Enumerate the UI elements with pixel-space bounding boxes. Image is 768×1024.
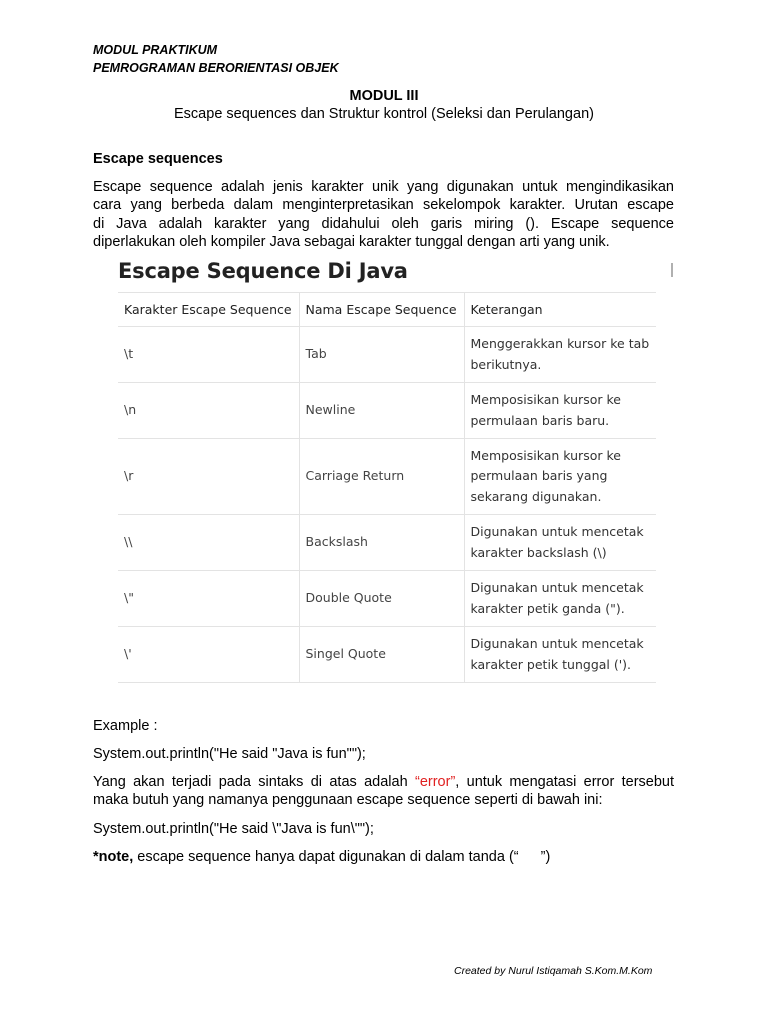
code-example-correct: System.out.println("He said \"Java is fun\""); — [93, 821, 374, 837]
section-heading: Escape sequences — [93, 151, 223, 167]
explanation-after: , untuk mengatasi error tersebut — [455, 774, 674, 790]
explanation-line — [93, 773, 674, 791]
desc-line: Memposisikan kursor ke — [470, 392, 621, 407]
document-subtitle: Escape sequences dan Struktur kontrol (Seleksi dan Perulangan) — [174, 106, 594, 122]
intro-paragraph — [93, 178, 674, 251]
note-text — [93, 848, 550, 866]
desc-line: karakter petik ganda ("). — [470, 600, 625, 616]
escape-desc-cell — [464, 571, 656, 627]
desc-line: Digunakan untuk mencetak — [470, 524, 644, 539]
intro-line: di Java adalah karakter yang didahului oleh garis miring (). Escape sequence — [93, 215, 674, 232]
escape-desc-cell — [464, 327, 656, 383]
header-line-1: MODUL PRAKTIKUM — [93, 43, 218, 57]
escape-name-cell: Newline — [299, 383, 464, 439]
escape-desc-cell — [464, 515, 656, 571]
note-body: escape sequence hanya dapat digunakan di dalam tanda (“ — [133, 849, 519, 865]
table-title: Escape Sequence Di Java — [118, 259, 408, 283]
escape-sequence-table-figure — [118, 255, 674, 680]
table-row — [118, 627, 656, 683]
column-header: Nama Escape Sequence — [299, 293, 464, 327]
escape-name-cell: Double Quote — [299, 571, 464, 627]
intro-line: Escape sequence adalah jenis karakter unik yang digunakan untuk mengindikasikan — [93, 179, 674, 195]
desc-line: permulaan baris yang — [470, 468, 608, 484]
table-header-row — [118, 293, 656, 327]
document-title: MODUL III — [349, 88, 419, 104]
image-edge-mark — [671, 263, 673, 277]
column-header: Keterangan — [464, 293, 656, 327]
escape-desc-cell — [464, 383, 656, 439]
escape-char-cell: \\ — [118, 515, 299, 571]
open-quote: “ — [414, 774, 420, 790]
desc-line: Digunakan untuk mencetak — [470, 580, 644, 595]
table-row — [118, 327, 656, 383]
explanation-paragraph — [93, 773, 674, 809]
code-example-wrong: System.out.println("He said "Java is fun""); — [93, 746, 366, 762]
table-row — [118, 383, 656, 439]
footer-credit: Created by Nurul Istiqamah S.Kom.M.Kom — [454, 965, 653, 977]
desc-line: karakter backslash (\) — [470, 544, 607, 560]
escape-name-cell: Singel Quote — [299, 627, 464, 683]
escape-name-cell: Tab — [299, 327, 464, 383]
escape-char-cell: \' — [118, 627, 299, 683]
escape-desc-cell — [464, 439, 656, 515]
escape-char-cell: \n — [118, 383, 299, 439]
desc-line: berikutnya. — [470, 356, 542, 372]
error-word: error — [419, 774, 451, 790]
escape-name-cell: Backslash — [299, 515, 464, 571]
escape-char-cell: \t — [118, 327, 299, 383]
table-row — [118, 571, 656, 627]
desc-line: karakter petik tunggal ('). — [470, 656, 632, 672]
escape-name-cell: Carriage Return — [299, 439, 464, 515]
intro-line: cara yang berbeda dalam menginterpretasikan sekelompok karakter. Urutan escape — [93, 197, 674, 214]
desc-line: Memposisikan kursor ke — [470, 447, 621, 463]
table-row — [118, 439, 656, 515]
note-label: *note, — [93, 849, 134, 865]
desc-line: Digunakan untuk mencetak — [470, 636, 644, 651]
note-close: ”) — [540, 849, 551, 865]
intro-line: diperlakukan oleh kompiler Java sebagai karakter tunggal dengan arti yang unik. — [93, 233, 610, 250]
desc-line: Menggerakkan kursor ke tab — [470, 336, 650, 351]
explanation-before: Yang akan terjadi pada sintaks di atas adalah — [93, 774, 415, 790]
explanation-line: maka butuh yang namanya penggunaan escape sequence seperti di bawah ini: — [93, 792, 603, 808]
desc-line: sekarang digunakan. — [470, 488, 602, 504]
escape-char-cell: \" — [118, 571, 299, 627]
example-label: Example : — [93, 718, 158, 734]
escape-sequence-table — [118, 292, 656, 683]
desc-line: permulaan baris baru. — [470, 412, 610, 428]
column-header: Karakter Escape Sequence — [118, 293, 299, 327]
table-row — [118, 515, 656, 571]
escape-char-cell: \r — [118, 439, 299, 515]
header-line-2: PEMROGRAMAN BERORIENTASI OBJEK — [93, 61, 339, 75]
close-quote: ” — [450, 774, 456, 790]
escape-desc-cell — [464, 627, 656, 683]
